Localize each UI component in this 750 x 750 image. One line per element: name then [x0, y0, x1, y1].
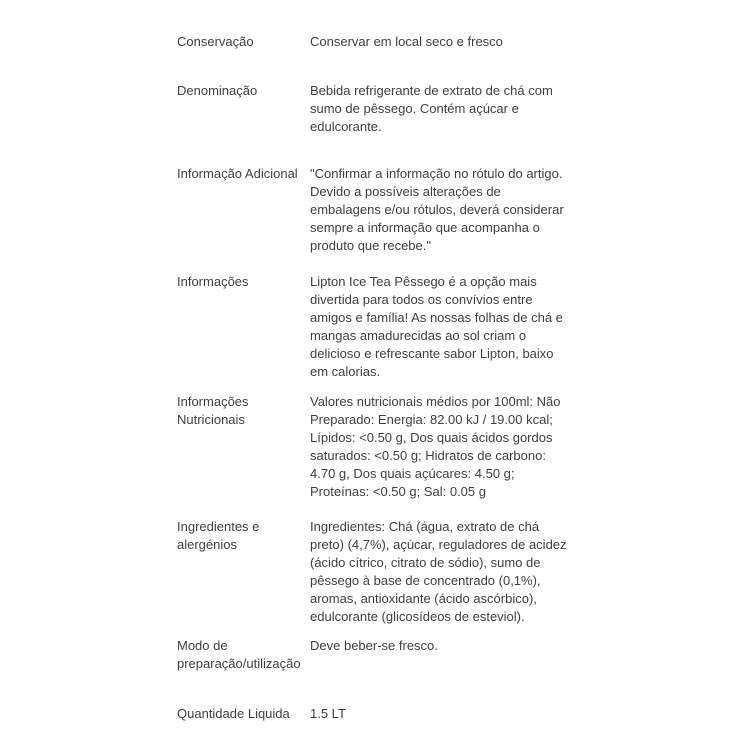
row-value-informacoes: Lipton Ice Tea Pêssego é a opção mais divertida para todos os convívios entre amigos e família! As nossas folhas de chá e mangas amadurecidas ao sol criam o delicioso e refrescante sabor Lipton, baixo em calorias. — [310, 274, 563, 379]
row-value-modo-preparacao: Deve beber-se fresco. — [310, 638, 438, 653]
table-row — [177, 82, 577, 136]
row-label-ingredientes-alergenios: Ingredientes e alergénios — [177, 519, 260, 552]
table-row — [177, 637, 577, 673]
table-row — [177, 273, 577, 381]
row-label-denominacao: Denominação — [177, 83, 258, 98]
row-value-quantidade-liquida: 1.5 LT — [310, 706, 346, 721]
table-row — [177, 518, 577, 626]
row-value-denominacao: Bebida refrigerante de extrato de chá com sumo de pêssego. Contém açúcar e edulcorante. — [310, 83, 553, 134]
table-row — [177, 705, 577, 723]
row-label-modo-preparacao: Modo de preparação/utilização — [177, 638, 301, 671]
row-label-informacoes: Informações — [177, 274, 249, 289]
table-row — [177, 165, 577, 255]
product-details-table — [177, 33, 577, 723]
row-value-informacao-adicional: "Confirmar a informação no rótulo do artigo. Devido a possíveis alterações de embalagens e/ou rótulos, deverá considerar sempre a informação que acompanha o produto que recebe." — [310, 166, 564, 253]
table-row — [177, 393, 577, 501]
row-label-informacao-adicional: Informação Adicional — [177, 166, 298, 181]
row-value-ingredientes-alergenios: Ingredientes: Chá (água, extrato de chá preto) (4,7%), açúcar, reguladores de acidez (ácido cítrico, citrato de sódio), sumo de pêssego à base de concentrado (0,1%), aromas, antioxidante (ácido ascórbico), edulcorante (glicosídeos de esteviol). — [310, 519, 567, 624]
row-label-quantidade-liquida: Quantidade Liquida — [177, 706, 290, 721]
table-row — [177, 33, 577, 51]
row-label-conservacao: Conservação — [177, 34, 254, 49]
row-value-informacoes-nutricionais: Valores nutricionais médios por 100ml: Não Preparado: Energia: 82.00 kJ / 19.00 kcal; Lípidos: <0.50 g, Dos quais ácidos gordos saturados: <0.50 g; Hidratos de carbono: 4.70 g, Dos quais açúcares: 4.50 g; Proteínas: <0.50 g; Sal: 0.05 g — [310, 394, 561, 499]
row-value-conservacao: Conservar em local seco e fresco — [310, 34, 503, 49]
row-label-informacoes-nutricionais: Informações Nutricionais — [177, 394, 249, 427]
